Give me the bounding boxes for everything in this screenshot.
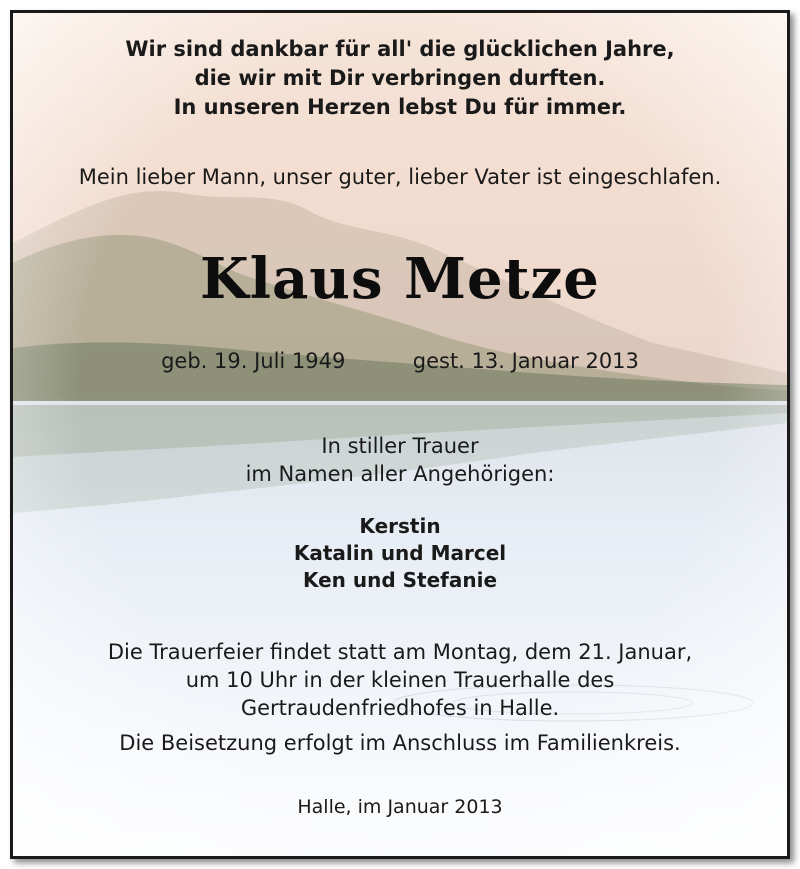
mourning-line-1: In stiller Trauer [321, 434, 479, 458]
death-date: gest. 13. Januar 2013 [412, 349, 639, 373]
family-line-1: Kerstin [359, 514, 441, 538]
place-date: Halle, im Januar 2013 [297, 796, 503, 818]
intro-text: Mein lieber Mann, unser guter, lieber Vater ist eingeschlafen. [78, 165, 722, 189]
family-line-3: Ken und Stefanie [302, 568, 498, 592]
life-dates [13, 349, 787, 373]
birth-date: geb. 19. Juli 1949 [161, 349, 346, 373]
service-line-3: Gertraudenfriedhofes in Halle. [240, 696, 560, 720]
motto-line-2: die wir mit Dir verbringen durften. [194, 66, 606, 90]
motto-line-3: In unseren Herzen lebst Du für immer. [173, 95, 627, 119]
service-line-1: Die Trauerfeier findet statt am Montag, dem 21. Januar, [107, 640, 693, 664]
family-line-2: Katalin und Marcel [293, 541, 507, 565]
deceased-name: Klaus Metze [200, 246, 600, 312]
service-line-4: Die Beisetzung erfolgt im Anschluss im Familienkreis. [119, 731, 681, 755]
service-line-2: um 10 Uhr in der kleinen Trauerhalle des [185, 668, 615, 692]
obituary-notice [10, 10, 790, 859]
mourning-line-2: im Namen aller Angehörigen: [245, 462, 555, 486]
motto-line-1: Wir sind dankbar für all' die glücklichen Jahre, [125, 37, 675, 61]
